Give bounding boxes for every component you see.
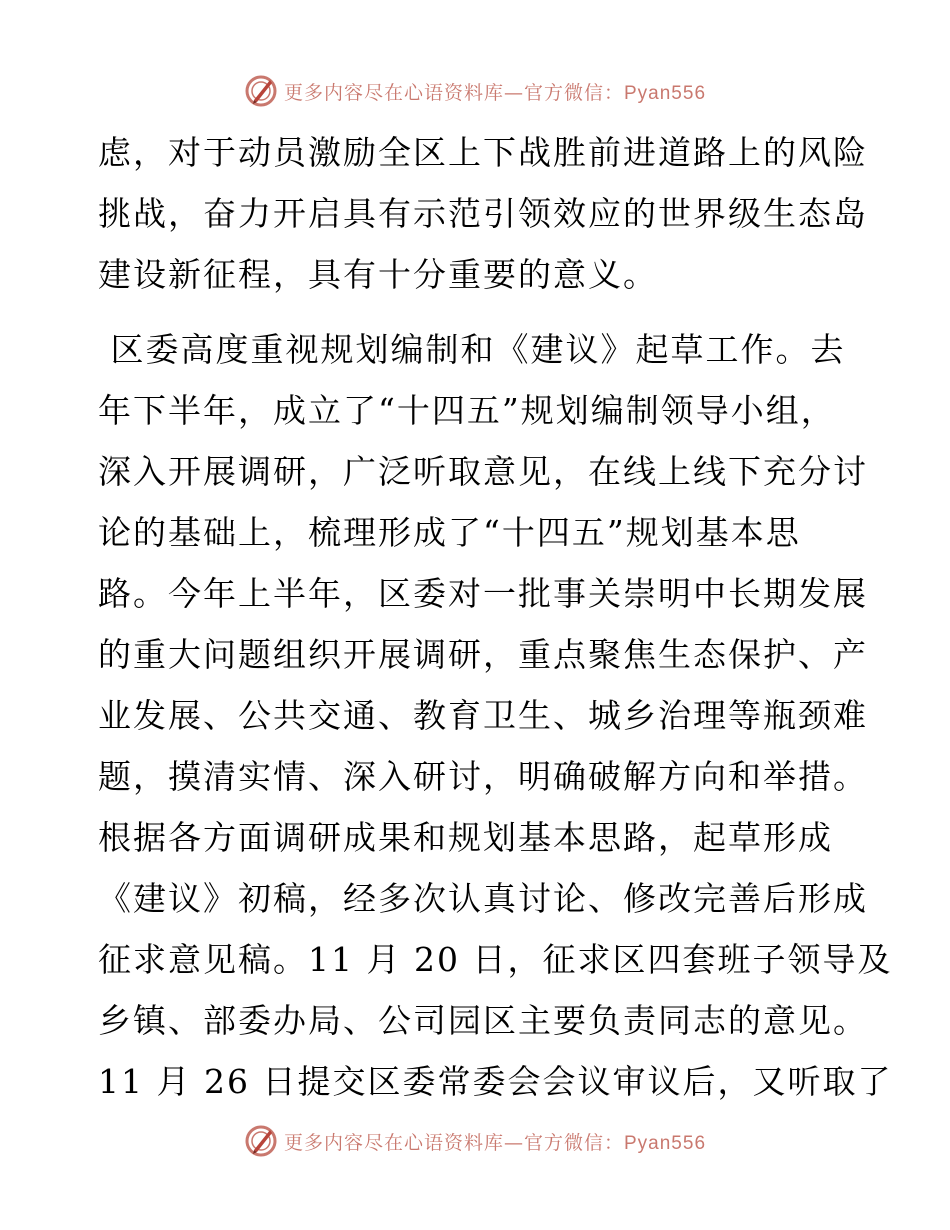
watermark-group (244, 1124, 706, 1158)
footer-watermark (0, 1124, 950, 1158)
text-line: 论的基础上，梳理形成了“十四五”规划基本思 (98, 513, 801, 552)
watermark-wechat-label: 官方微信： (523, 1131, 624, 1154)
document-body (98, 122, 893, 1112)
watermark-site-text: 更多内容尽在心语资料库 (283, 81, 504, 104)
watermark-group (244, 74, 706, 108)
pen-logo-icon (244, 1124, 278, 1158)
text-line: 乡镇、部委办局、公司园区主要负责同志的意见。 (98, 1001, 868, 1040)
text-line: 年下半年，成立了“十四五”规划编制领导小组， (98, 391, 836, 430)
text-line: 路。今年上半年，区委对一批事关崇明中长期发展 (98, 574, 868, 613)
text-line: 建设新征程，具有十分重要的意义。 (98, 255, 658, 294)
paragraph-2 (98, 319, 893, 1112)
text-line: 《建议》初稿，经多次认真讨论、修改完善后形成 (98, 879, 868, 918)
text-line: 11 月 26 日提交区委常委会会议审议后，又听取了 (98, 1062, 893, 1101)
text-line: 深入开展调研，广泛听取意见，在线上线下充分讨 (98, 452, 868, 491)
text-line: 挑战，奋力开启具有示范引领效应的世界级生态岛 (98, 194, 868, 233)
watermark-wechat-id: Pyan556 (624, 82, 707, 104)
text-line: 题，摸清实情、深入研讨，明确破解方向和举措。 (98, 757, 868, 796)
watermark-wechat-label: 官方微信： (523, 81, 624, 104)
text-line: 的重大问题组织开展调研，重点聚焦生态保护、产 (98, 635, 868, 674)
watermark-text (284, 1128, 706, 1155)
text-line: 征求意见稿。11 月 20 日，征求区四套班子领导及 (98, 940, 893, 979)
watermark-wechat-id: Pyan556 (624, 1132, 707, 1154)
text-line: 虑，对于动员激励全区上下战胜前进道路上的风险 (98, 133, 868, 172)
text-line: 根据各方面调研成果和规划基本思路，起草形成 (98, 818, 833, 857)
header-watermark (0, 74, 950, 108)
text-line: 业发展、公共交通、教育卫生、城乡治理等瓶颈难 (98, 696, 868, 735)
watermark-site-text: 更多内容尽在心语资料库 (283, 1131, 504, 1154)
pen-logo-icon (244, 74, 278, 108)
watermark-dash: — (503, 81, 524, 104)
paragraph-1 (98, 122, 868, 305)
watermark-dash: — (503, 1131, 524, 1154)
text-line: 区委高度重视规划编制和《建议》起草工作。去 (98, 330, 846, 369)
watermark-text (284, 78, 706, 105)
paragraph-gap (98, 305, 858, 319)
